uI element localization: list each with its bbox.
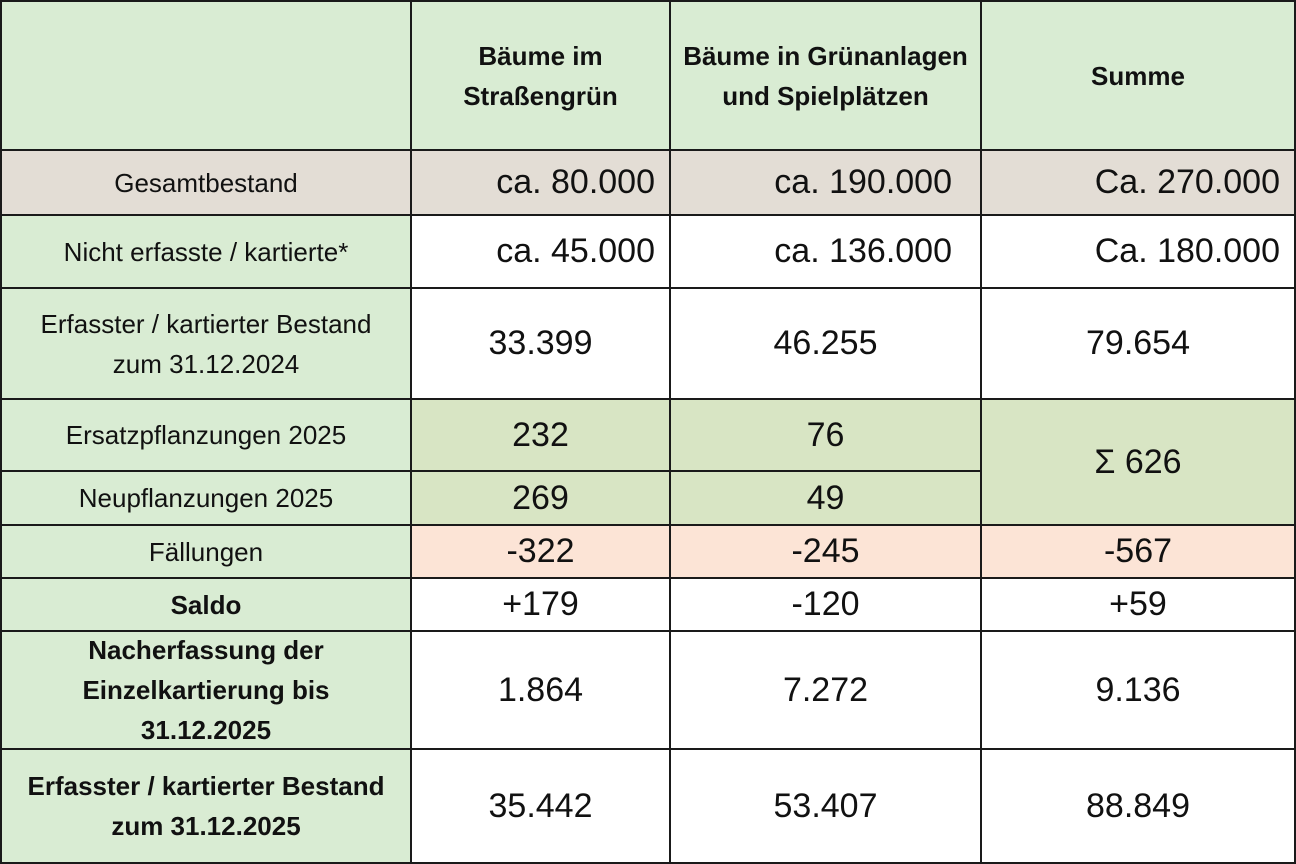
gesamtbestand-gruenanlagen: ca. 190.000 [671,151,982,216]
erfasst-2025-gruenanlagen: 53.407 [671,750,982,864]
row-label-nicht-erfasste: Nicht erfasste / kartierte* [0,216,412,289]
gesamtbestand-strassengruen: ca. 80.000 [412,151,671,216]
row-label-gesamtbestand: Gesamtbestand [0,151,412,216]
pflanzungen-summe: Σ 626 [982,400,1296,526]
header-corner [0,0,412,151]
nicht-erfasste-strassengruen: ca. 45.000 [412,216,671,289]
faellungen-gruenanlagen: -245 [671,526,982,579]
faellungen-strassengruen: -322 [412,526,671,579]
erfasst-2025-summe: 88.849 [982,750,1296,864]
row-label-saldo: Saldo [0,579,412,632]
nicht-erfasste-gruenanlagen: ca. 136.000 [671,216,982,289]
row-label-faellungen: Fällungen [0,526,412,579]
nacherfassung-summe: 9.136 [982,632,1296,750]
ersatzpflanzungen-strassengruen: 232 [412,400,671,472]
faellungen-summe: -567 [982,526,1296,579]
neupflanzungen-gruenanlagen: 49 [671,472,982,526]
neupflanzungen-strassengruen: 269 [412,472,671,526]
nacherfassung-gruenanlagen: 7.272 [671,632,982,750]
erfasst-2024-summe: 79.654 [982,289,1296,400]
saldo-strassengruen: +179 [412,579,671,632]
erfasst-2024-gruenanlagen: 46.255 [671,289,982,400]
row-label-neupflanzungen: Neupflanzungen 2025 [0,472,412,526]
saldo-gruenanlagen: -120 [671,579,982,632]
header-gruenanlagen: Bäume in Grünanlagen und Spielplätzen [671,0,982,151]
header-strassengruen: Bäume im Straßengrün [412,0,671,151]
row-label-ersatzpflanzungen: Ersatzpflanzungen 2025 [0,400,412,472]
ersatzpflanzungen-gruenanlagen: 76 [671,400,982,472]
erfasst-2025-strassengruen: 35.442 [412,750,671,864]
nicht-erfasste-summe: Ca. 180.000 [982,216,1296,289]
nacherfassung-strassengruen: 1.864 [412,632,671,750]
row-label-erfasst-2025: Erfasster / kartierter Bestand zum 31.12.2025 [0,750,412,864]
saldo-summe: +59 [982,579,1296,632]
row-label-erfasst-2024: Erfasster / kartierter Bestand zum 31.12.2024 [0,289,412,400]
header-summe: Summe [982,0,1296,151]
row-label-nacherfassung: Nacherfassung der Einzelkartierung bis 31.12.2025 [0,632,412,750]
erfasst-2024-strassengruen: 33.399 [412,289,671,400]
gesamtbestand-summe: Ca. 270.000 [982,151,1296,216]
